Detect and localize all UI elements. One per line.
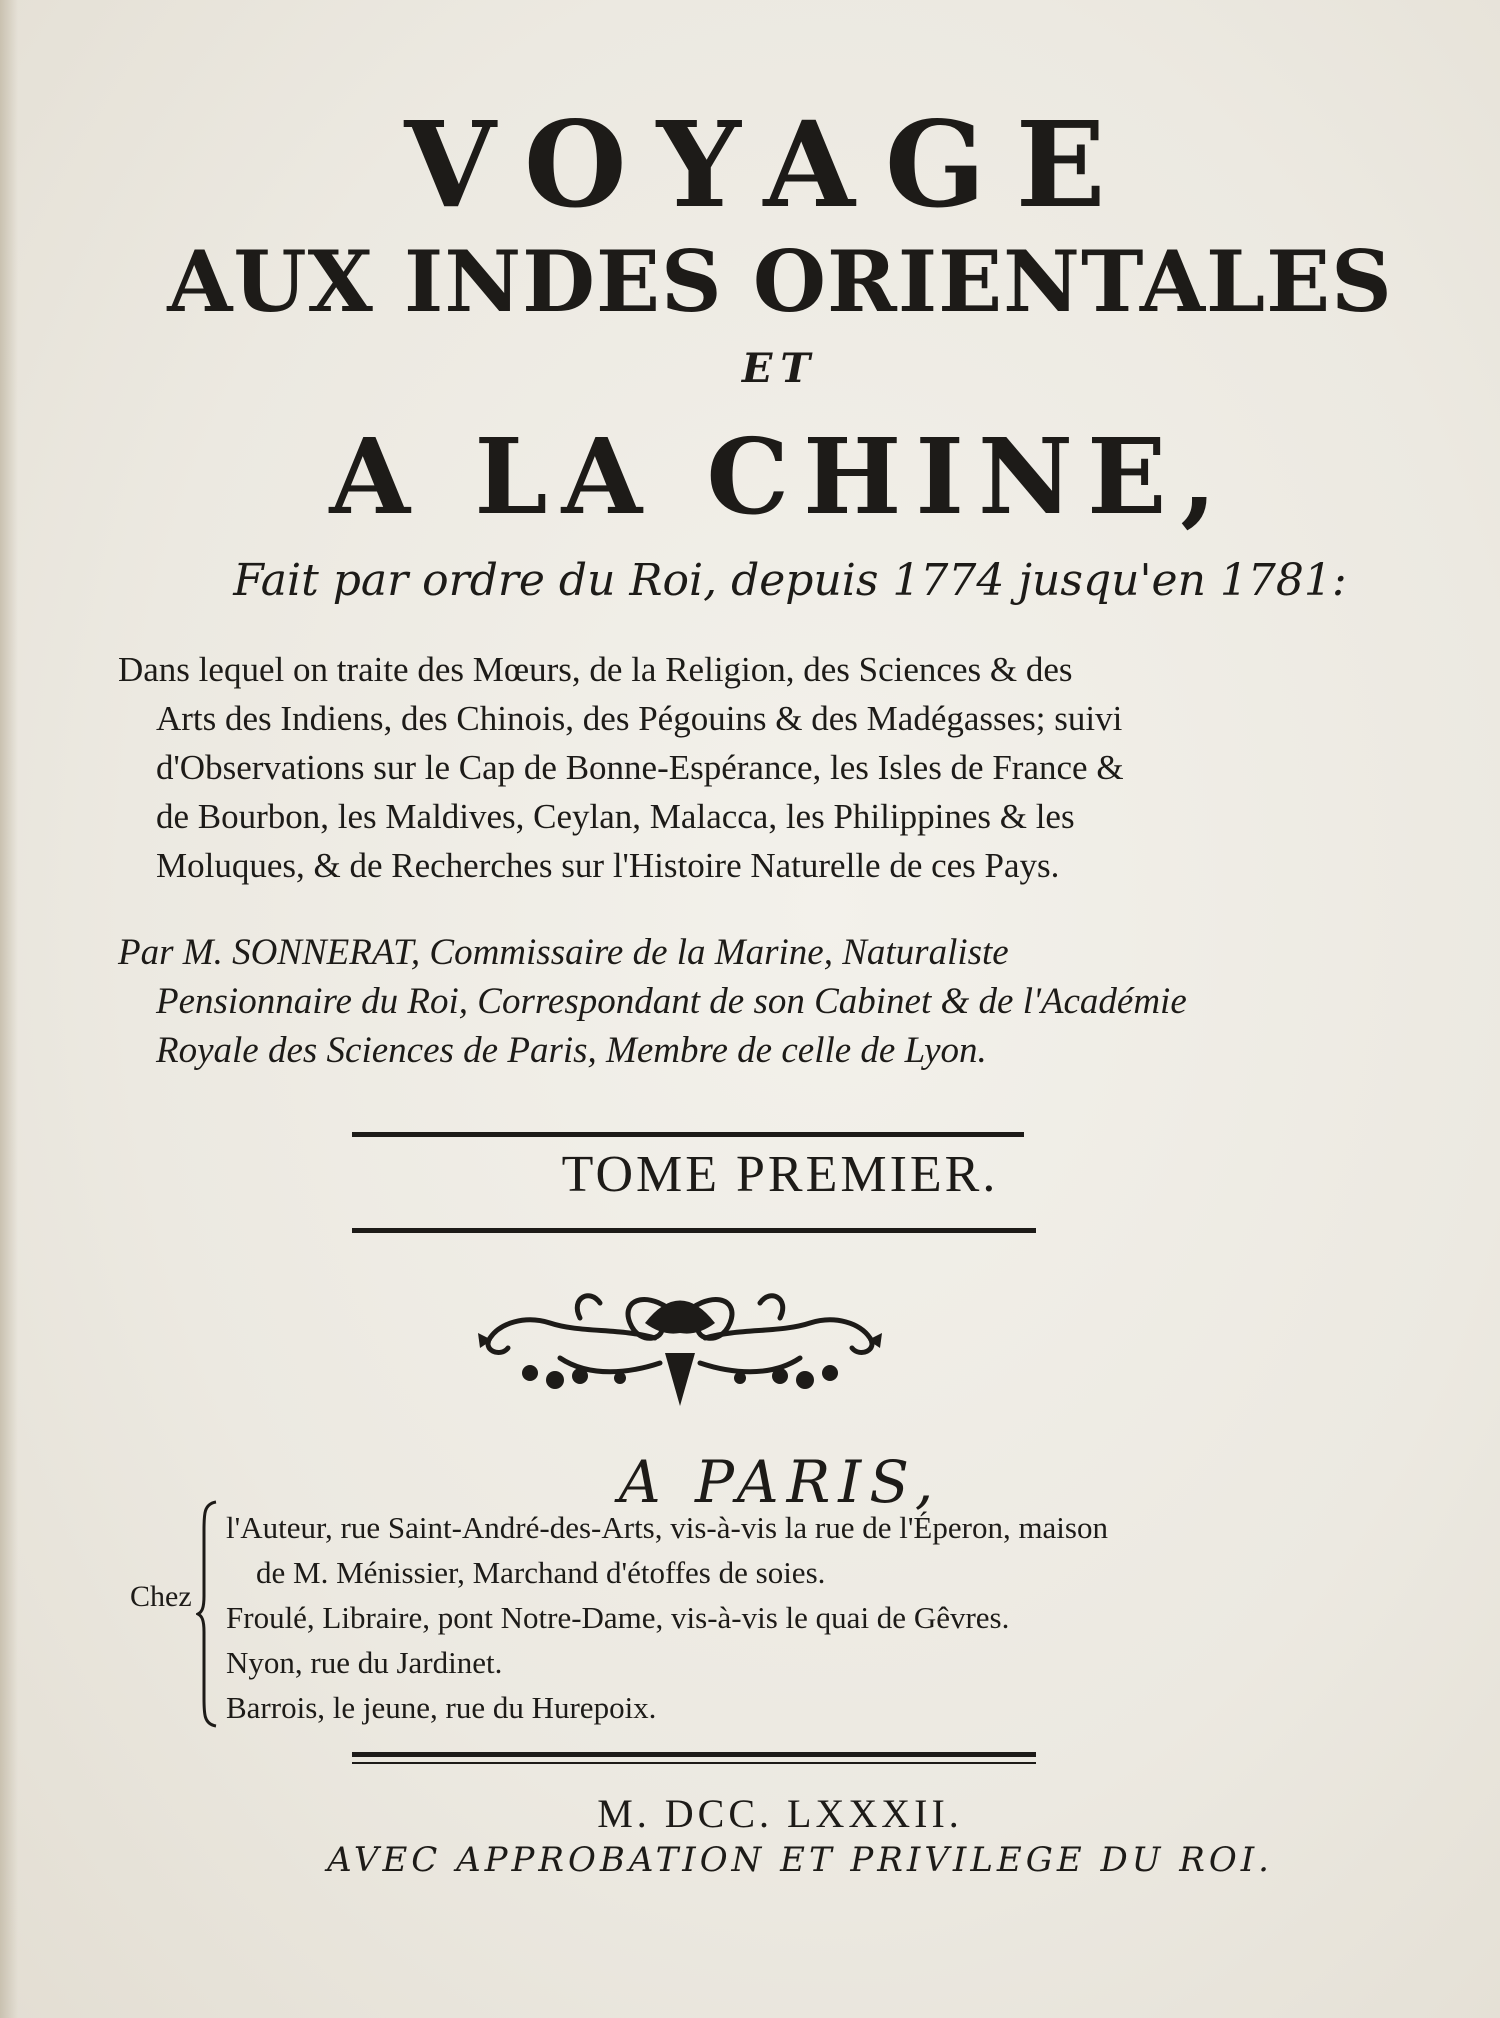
- address-line: de M. Ménissier, Marchand d'étoffes de soies.: [256, 1555, 826, 1590]
- description-line: Arts des Indiens, des Chinois, des Pégouins & des Madégasses; suivi: [156, 699, 1123, 738]
- description-line: d'Observations sur le Cap de Bonne-Espérance, les Isles de France &: [156, 748, 1124, 787]
- author-paragraph: [118, 928, 1268, 1075]
- address-line: Nyon, rue du Jardinet.: [226, 1645, 503, 1680]
- title-line-indes: AUX INDES ORIENTALES: [167, 232, 1393, 331]
- chez-label: Chez: [130, 1580, 192, 1613]
- publisher-addresses: [226, 1505, 1336, 1730]
- description-paragraph: [118, 645, 1268, 890]
- address-line: Froulé, Libraire, pont Notre-Dame, vis-à-vis le quai de Gêvres.: [226, 1600, 1010, 1635]
- double-rule-top: [352, 1752, 1036, 1757]
- title-line-et: ET: [741, 345, 819, 392]
- volume-title: TOME PREMIER.: [561, 1146, 999, 1203]
- address-line: l'Auteur, rue Saint-André-des-Arts, vis-à-vis la rue de l'Éperon, maison: [226, 1510, 1108, 1545]
- rule-bottom: [352, 1228, 1036, 1233]
- brace-icon: [196, 1500, 220, 1728]
- publication-date: M. DCC. LXXXII.: [597, 1791, 963, 1836]
- subtitle: Fait par ordre du Roi, depuis 1774 jusqu'en 1781:: [233, 555, 1347, 606]
- address-line: Barrois, le jeune, rue du Hurepoix.: [226, 1690, 657, 1725]
- double-rule-bottom: [352, 1762, 1036, 1764]
- place-of-publication: A PARIS,: [618, 1448, 942, 1516]
- description-line: Moluques, & de Recherches sur l'Histoire Naturelle de ces Pays.: [156, 846, 1060, 885]
- privilege-line: AVEC APPROBATION ET PRIVILEGE DU ROI.: [327, 1840, 1273, 1880]
- ornament-vignette-icon: [470, 1278, 890, 1408]
- author-line: Par M. SONNERAT, Commissaire de la Marine, Naturaliste: [118, 932, 1009, 973]
- description-line: de Bourbon, les Maldives, Ceylan, Malacca, les Philippines & les: [156, 797, 1075, 836]
- author-line: Royale des Sciences de Paris, Membre de celle de Lyon.: [156, 1030, 987, 1071]
- description-line: Dans lequel on traite des Mœurs, de la Religion, des Sciences & des: [118, 650, 1073, 689]
- author-line: Pensionnaire du Roi, Correspondant de son Cabinet & de l'Académie: [156, 981, 1187, 1022]
- title-line-voyage: VOYAGE: [404, 95, 1136, 234]
- rule-top: [352, 1132, 1024, 1137]
- title-line-chine: A LA CHINE,: [329, 415, 1231, 538]
